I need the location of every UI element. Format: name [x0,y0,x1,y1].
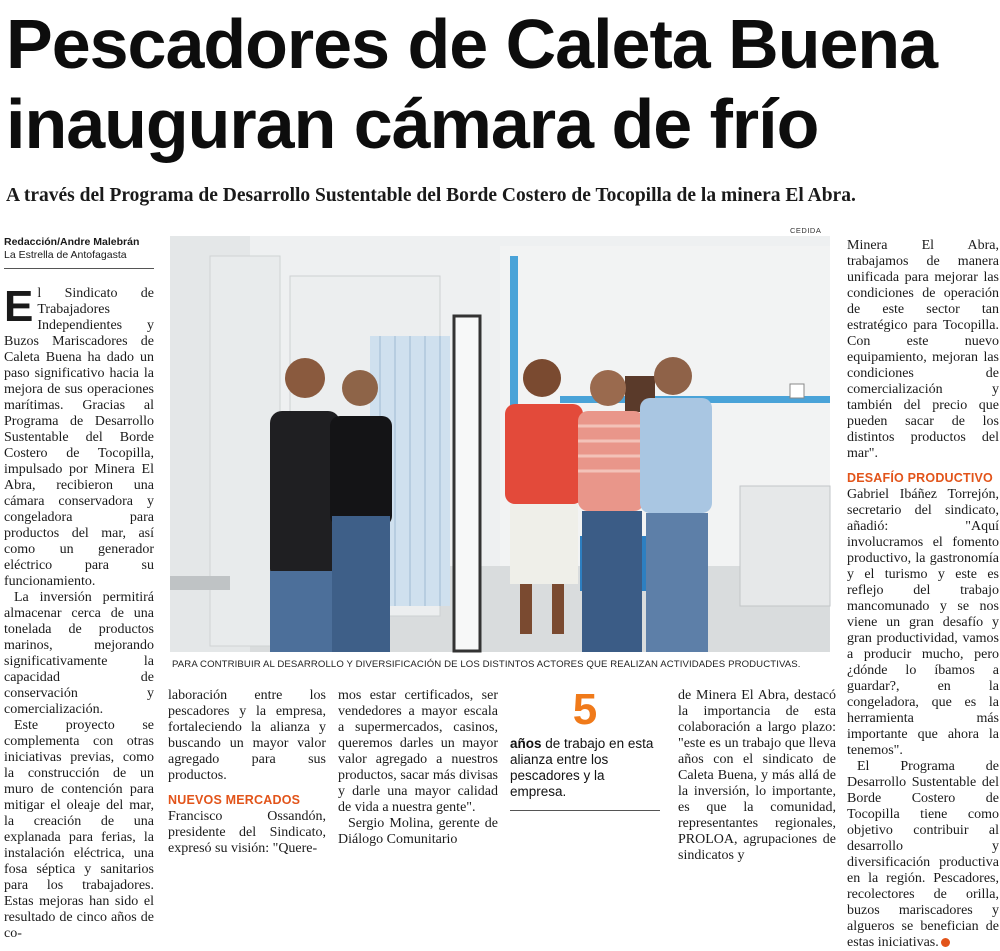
paragraph: laboración entre los pescadores y la empresa, fortaleciendo la alianza y buscando un mayor valor agregado para sus productos. [168,688,326,783]
stat-text-bold: años [510,736,542,751]
paragraph: Este proyecto se complementa con otras iniciativas previas, como la construcción de un muro de contención para mitigar el oleaje del mar, la creación de una explanada para ferias, la instalación eléctrica, una fosa séptica y sanitarios para los trabajadores. Estas mejoras han sido el resultado de cinco años de co- [4,718,154,941]
paragraph-text: El Programa de Desarrollo Sustentable del Borde Costero de Tocopilla tiene como objetivo contribuir al desarrollo y diversificación productiva en la región. Pescadores, recolectores de orilla, buzos mariscadores y algueros se benefician de estas iniciativas. [847,759,999,950]
paragraph: mos estar certificados, ser vendedores a mayor escala a supermercados, casinos, queremos darles un mayor valor agregado a nuestros productos, sacar más divisas y darle una mayor calidad de vida a nuestra gente". [338,688,498,815]
subheadline: A través del Programa de Desarrollo Sustentable del Borde Costero de Tocopilla de la minera El Abra. [6,185,856,206]
photo-illustration [170,236,830,652]
paragraph: Minera El Abra, trabajamos de manera unificada para mejorar las condiciones de operación de este sector tan estratégico para Tocopilla. Con este nuevo equipamiento, mejoran las condiciones de comercialización y también del precio que pueden sacar de los distintos productos del mar". [847,238,999,461]
article-photo [170,236,830,652]
byline [4,236,154,269]
drop-cap: E [4,282,34,331]
photo-credit: CEDIDA [790,226,822,235]
article-column-5 [678,688,836,864]
headline-line-1: Pescadores de Caleta Buena [6,5,938,83]
paragraph: Gabriel Ibáñez Torrejón, secretario del sindicato, añadió: "Aquí involucramos el fomento productivo, la gastronomía y el turismo y este es reflejo del trabajo mancomunado y se nos viene un gran desafío y gran productividad, vamos a producir mucho, pero ¿dónde lo íbamos a guardar?, en la congeladora, que es la herramienta más importante que ahora la tenemos". [847,487,999,758]
paragraph: Sergio Molina, gerente de Diálogo Comunitario [338,816,498,847]
article-column-6 [847,238,999,951]
paragraph [847,759,999,951]
paragraph-text: l Sindicato de Trabajadores Independientes y Buzos Mariscadores de Caleta Buena ha dado un paso significativo hacia la mejora de sus operaciones marítimas. Gracias al Programa de Desarrollo Sustentable del Borde Costero de Tocopilla, impulsado por Minera El Abra, recibieron una cámara conservadora y congeladora para productos del mar, así como un generador eléctrico para su funcionamiento. [4,286,154,589]
section-subtitle: DESAFÍO PRODUCTIVO [847,471,993,485]
article-column-2 [168,688,326,857]
article-column-1 [4,282,154,942]
byline-author: Redacción/Andre Malebrán [4,236,140,248]
stat-rule [510,810,660,811]
byline-publication: La Estrella de Antofagasta [4,249,127,261]
photo-caption: PARA CONTRIBUIR AL DESARROLLO Y DIVERSIFICACIÓN DE LOS DISTINTOS ACTORES QUE REALIZAN ACTIVIDADES PRODUCTIVAS. [172,659,801,670]
headline [6,4,996,164]
end-mark-icon [941,938,950,947]
paragraph: La inversión permitirá almacenar cerca de una tonelada de productos marinos, mejorando significativamente la capacidad de conservación y comercialización. [4,590,154,717]
headline-line-2: inauguran cámara de frío [6,85,819,163]
paragraph: de Minera El Abra, destacó la importancia de esta colaboración a largo plazo: "este es un trabajo que lleva años con el sindicato de Caleta Buena, y más allá de la inversión, lo importante, es que la comunidad, representantes regionales, PROLOA, agrupaciones de sindicatos y [678,688,836,863]
paragraph: Francisco Ossandón, presidente del Sindicato, expresó su visión: "Quere- [168,809,326,856]
section-subtitle: NUEVOS MERCADOS [168,793,301,807]
byline-rule [4,268,154,269]
stat-callout [510,685,660,811]
stat-text [510,736,660,800]
paragraph [4,282,154,590]
article-column-3 [338,688,498,848]
stat-number: 5 [572,685,598,734]
stat-text-rest: de trabajo en esta alianza entre los pescadores y la empresa. [510,736,654,799]
